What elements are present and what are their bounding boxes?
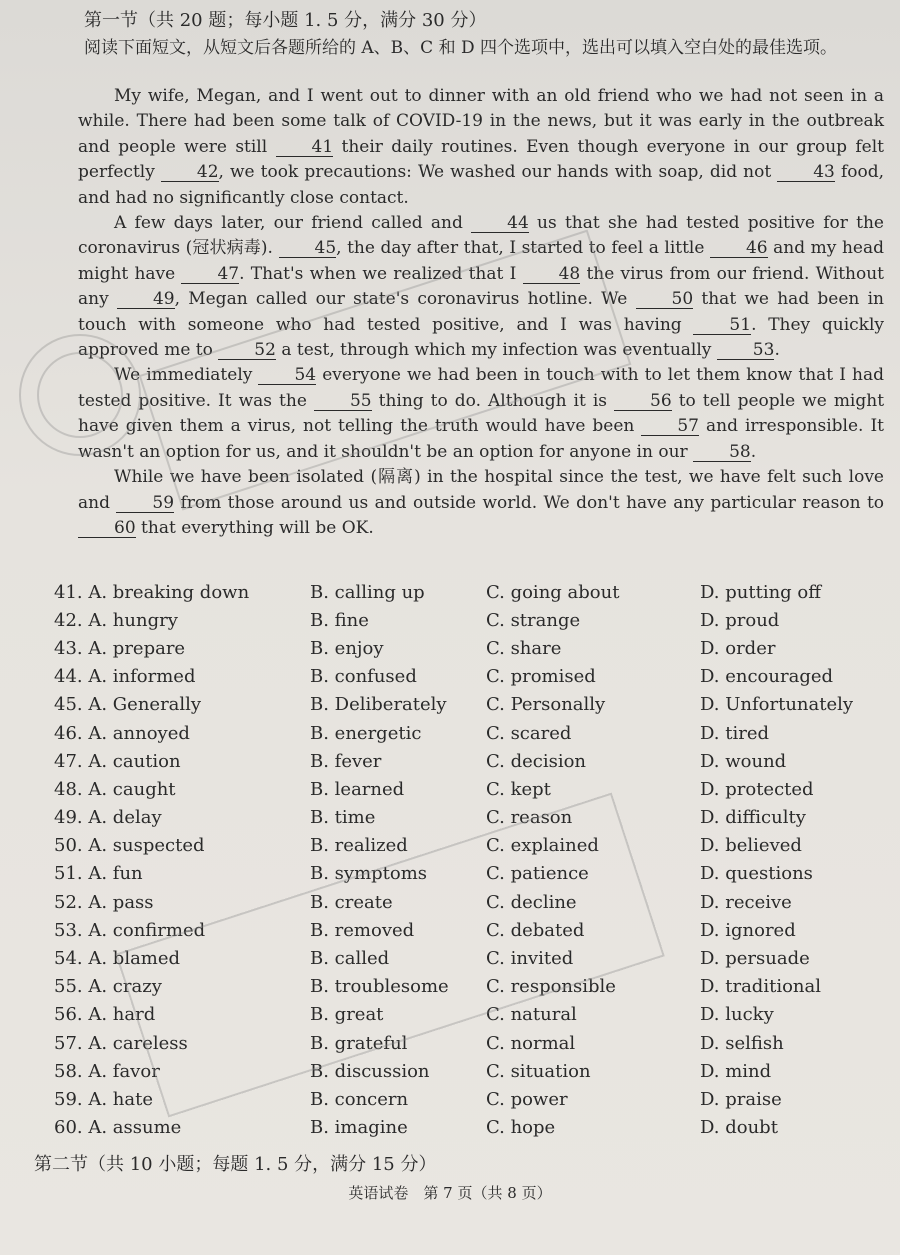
blank-53: 53 bbox=[717, 341, 775, 360]
blank-46: 46 bbox=[710, 239, 768, 258]
option-b: B. Deliberately bbox=[310, 694, 447, 716]
question-row-41 bbox=[54, 578, 884, 606]
option-c: C. scared bbox=[486, 722, 572, 744]
passage-text: food, and had no significantly close contact. bbox=[78, 162, 884, 208]
option-d: D. tired bbox=[700, 722, 770, 744]
option-b: B. enjoy bbox=[310, 637, 384, 659]
option-a: 52. A. pass bbox=[54, 891, 154, 913]
option-d: D. mind bbox=[700, 1060, 772, 1082]
question-row-45 bbox=[54, 691, 884, 719]
passage-text: the virus from our friend. Without any bbox=[78, 263, 884, 310]
passage-text: My wife, Megan, and I went out to dinner with an old friend who we had not seen in a while. There had been some talk of COVID-19 in the news, but it was early in the outbreak and people were still bbox=[78, 86, 884, 157]
question-row-57 bbox=[54, 1029, 884, 1057]
option-c: C. decline bbox=[486, 891, 577, 913]
option-c: C. normal bbox=[486, 1032, 576, 1054]
option-d: D. persuade bbox=[700, 948, 810, 970]
option-b: B. calling up bbox=[310, 581, 425, 603]
question-row-44 bbox=[54, 663, 884, 691]
question-row-53 bbox=[54, 916, 884, 944]
blank-49: 49 bbox=[117, 290, 175, 309]
option-c: C. invited bbox=[486, 948, 574, 970]
option-a: 60. A. assume bbox=[54, 1117, 182, 1139]
option-a: 43. A. prepare bbox=[54, 637, 186, 659]
passage-text: A few days later, our friend called and bbox=[114, 213, 463, 234]
passage-text: While we have been isolated (隔离) in the hospital since the test, we have felt such love and bbox=[78, 467, 884, 513]
blank-44: 44 bbox=[471, 214, 529, 233]
section1-instructions: 阅读下面短文，从短文后各题所给的 A、B、C 和 D 四个选项中，选出可以填入空白处的最佳选项。 bbox=[84, 38, 838, 58]
option-d: D. traditional bbox=[700, 976, 821, 998]
option-c: C. decision bbox=[486, 750, 587, 772]
passage-text: thing to do. Although it is bbox=[378, 390, 608, 411]
question-row-50 bbox=[54, 832, 884, 860]
option-b: B. energetic bbox=[310, 722, 422, 744]
passage-text: . They quickly approved me to bbox=[78, 314, 885, 361]
option-a: 48. A. caught bbox=[54, 778, 176, 800]
option-d: D. wound bbox=[700, 750, 787, 772]
blank-51: 51 bbox=[693, 316, 751, 335]
option-a: 45. A. Generally bbox=[54, 694, 202, 716]
option-a: 41. A. breaking down bbox=[54, 581, 250, 603]
option-d: D. lucky bbox=[700, 1004, 774, 1026]
option-b: B. removed bbox=[310, 919, 415, 941]
option-a: 42. A. hungry bbox=[54, 609, 178, 631]
option-c: C. kept bbox=[486, 778, 551, 800]
option-a: 56. A. hard bbox=[54, 1004, 156, 1026]
question-row-47 bbox=[54, 747, 884, 775]
option-b: B. fever bbox=[310, 750, 382, 772]
option-c: C. natural bbox=[486, 1004, 577, 1026]
passage-text: . bbox=[750, 441, 757, 462]
option-a: 57. A. careless bbox=[54, 1032, 188, 1054]
answer-options bbox=[54, 578, 884, 1142]
question-row-56 bbox=[54, 1001, 884, 1029]
passage-text: and irresponsible. It wasn't an option for us, and it shouldn't be an option for anyone in our bbox=[78, 416, 884, 462]
option-a: 54. A. blamed bbox=[54, 948, 181, 970]
option-c: C. reason bbox=[486, 807, 573, 829]
option-b: B. create bbox=[310, 891, 393, 913]
question-row-60 bbox=[54, 1114, 884, 1142]
question-row-43 bbox=[54, 634, 884, 662]
blank-54: 54 bbox=[258, 366, 316, 385]
passage-text: . bbox=[774, 340, 780, 361]
paragraph-2 bbox=[78, 211, 884, 363]
option-c: C. explained bbox=[486, 835, 599, 857]
option-c: C. strange bbox=[486, 609, 581, 631]
blank-47: 47 bbox=[181, 265, 239, 284]
option-d: D. proud bbox=[700, 609, 780, 631]
blank-60: 60 bbox=[78, 519, 136, 538]
blank-41: 41 bbox=[276, 138, 334, 157]
option-d: D. selfish bbox=[700, 1032, 784, 1054]
option-a: 47. A. caution bbox=[54, 750, 181, 772]
option-c: C. responsible bbox=[486, 976, 616, 998]
option-c: C. patience bbox=[486, 863, 589, 885]
passage-text: , Megan called our state's coronavirus hotline. We bbox=[174, 289, 628, 310]
option-b: B. fine bbox=[310, 609, 369, 631]
blank-43: 43 bbox=[777, 163, 835, 182]
passage-text: that everything will be OK. bbox=[141, 517, 374, 538]
option-a: 59. A. hate bbox=[54, 1088, 153, 1110]
option-b: B. called bbox=[310, 948, 390, 970]
blank-55: 55 bbox=[314, 392, 372, 411]
passage-text: and my head might have bbox=[78, 238, 884, 284]
option-a: 58. A. favor bbox=[54, 1060, 160, 1082]
passage-text: everyone we had been in touch with to let them know that I had tested positive. It was the bbox=[78, 365, 884, 411]
option-b: B. realized bbox=[310, 835, 408, 857]
option-a: 51. A. fun bbox=[54, 863, 143, 885]
passage-text: , we took precautions: We washed our hands with soap, did not bbox=[218, 162, 772, 183]
option-b: B. time bbox=[310, 807, 376, 829]
passage-text: a test, through which my infection was eventually bbox=[281, 340, 712, 361]
option-a: 44. A. informed bbox=[54, 666, 196, 688]
option-b: B. symptoms bbox=[310, 863, 428, 885]
option-c: C. share bbox=[486, 637, 562, 659]
passage-text: We immediately bbox=[114, 365, 253, 386]
passage-text: . That's when we realized that I bbox=[239, 263, 517, 284]
option-d: D. receive bbox=[700, 891, 792, 913]
option-c: C. Personally bbox=[486, 694, 606, 716]
option-b: B. learned bbox=[310, 778, 405, 800]
option-c: C. hope bbox=[486, 1117, 556, 1139]
question-row-55 bbox=[54, 973, 884, 1001]
cloze-passage bbox=[78, 84, 884, 541]
option-b: B. discussion bbox=[310, 1060, 430, 1082]
passage-text: to tell people we might have given them a virus, not telling the truth would have been bbox=[78, 390, 885, 437]
passage-text: , the day after that, I started to feel a little bbox=[336, 238, 705, 259]
option-d: D. believed bbox=[700, 835, 802, 857]
blank-45: 45 bbox=[279, 239, 337, 258]
paragraph-3 bbox=[78, 363, 884, 465]
option-a: 46. A. annoyed bbox=[54, 722, 190, 744]
option-d: D. doubt bbox=[700, 1117, 778, 1139]
option-d: D. encouraged bbox=[700, 666, 834, 688]
blank-59: 59 bbox=[116, 494, 174, 513]
passage-text: from those around us and outside world. We don't have any particular reason to bbox=[180, 492, 885, 513]
option-d: D. Unfortunately bbox=[700, 694, 854, 716]
section1-title: 第一节（共 20 题；每小题 1. 5 分，满分 30 分） bbox=[84, 10, 487, 31]
option-b: B. confused bbox=[310, 666, 417, 688]
question-row-58 bbox=[54, 1057, 884, 1085]
blank-50: 50 bbox=[636, 290, 694, 309]
option-c: C. debated bbox=[486, 919, 585, 941]
blank-58: 58 bbox=[693, 443, 751, 462]
question-row-52 bbox=[54, 888, 884, 916]
passage-text: that we had been in touch with someone who had tested positive, and I was having bbox=[78, 289, 884, 335]
option-d: D. protected bbox=[700, 778, 814, 800]
option-d: D. questions bbox=[700, 863, 813, 885]
blank-52: 52 bbox=[218, 341, 276, 360]
page-footer: 英语试卷 第 7 页（共 8 页） bbox=[348, 1184, 552, 1202]
option-d: D. ignored bbox=[700, 919, 796, 941]
option-d: D. difficulty bbox=[700, 807, 806, 829]
blank-56: 56 bbox=[614, 392, 672, 411]
question-row-51 bbox=[54, 860, 884, 888]
option-c: C. going about bbox=[486, 581, 620, 603]
option-b: B. concern bbox=[310, 1088, 409, 1110]
question-row-59 bbox=[54, 1085, 884, 1113]
question-row-54 bbox=[54, 944, 884, 972]
blank-57: 57 bbox=[641, 417, 699, 436]
option-a: 53. A. confirmed bbox=[54, 919, 206, 941]
option-d: D. praise bbox=[700, 1088, 782, 1110]
section2-title: 第二节（共 10 小题；每题 1. 5 分，满分 15 分） bbox=[34, 1154, 437, 1175]
option-c: C. promised bbox=[486, 666, 596, 688]
option-c: C. situation bbox=[486, 1060, 591, 1082]
blank-42: 42 bbox=[161, 163, 219, 182]
question-row-49 bbox=[54, 804, 884, 832]
paragraph-4 bbox=[78, 465, 884, 541]
option-b: B. grateful bbox=[310, 1032, 408, 1054]
blank-48: 48 bbox=[523, 265, 581, 284]
question-row-48 bbox=[54, 775, 884, 803]
option-d: D. order bbox=[700, 637, 776, 659]
option-b: B. great bbox=[310, 1004, 384, 1026]
option-b: B. imagine bbox=[310, 1117, 408, 1139]
option-c: C. power bbox=[486, 1088, 568, 1110]
option-d: D. putting off bbox=[700, 581, 822, 603]
paragraph-1 bbox=[78, 84, 884, 211]
option-a: 50. A. suspected bbox=[54, 835, 205, 857]
option-a: 49. A. delay bbox=[54, 807, 162, 829]
passage-text: their daily routines. Even though everyone in our group felt perfectly bbox=[78, 136, 885, 183]
option-b: B. troublesome bbox=[310, 976, 449, 998]
option-a: 55. A. crazy bbox=[54, 976, 162, 998]
question-row-42 bbox=[54, 606, 884, 634]
passage-text: us that she had tested positive for the coronavirus (冠状病毒). bbox=[78, 213, 884, 259]
question-row-46 bbox=[54, 719, 884, 747]
